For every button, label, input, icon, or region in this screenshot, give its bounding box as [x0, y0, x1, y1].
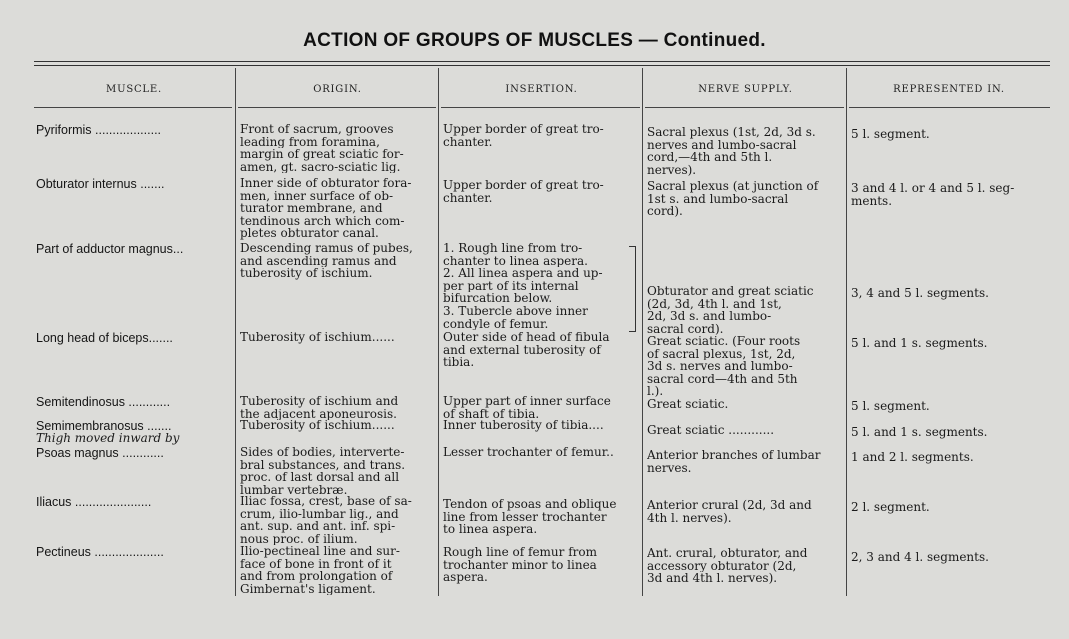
cell-line: Tendon of psoas and oblique: [443, 498, 617, 511]
header-underline: [441, 107, 640, 108]
cell-line: 3, 4 and 5 l. segments.: [851, 287, 989, 300]
cell-line: ments.: [851, 194, 893, 208]
cell-line: nerves and lumbo-sacral: [647, 138, 797, 152]
cell-line: 3d s. nerves and lumbo-: [647, 360, 793, 373]
cell-line: crum, ilio-lumbar lig., and: [240, 507, 399, 521]
insertion-cell: [443, 242, 640, 330]
represented-in-cell: [851, 400, 1047, 413]
insertion-cell: [443, 179, 640, 204]
header-underline: [34, 107, 232, 108]
cell-line: leading from foramina,: [240, 135, 380, 149]
cell-line: 5 l. and 1 s. segments.: [851, 426, 988, 439]
cell-line: 2, 3 and 4 l. segments.: [851, 551, 989, 564]
nerve-supply-cell: [647, 499, 844, 524]
cell-line: Sacral plexus (at junction of: [647, 180, 819, 193]
cell-line: and external tuberosity of: [443, 343, 601, 357]
cell-line: proc. of last dorsal and all: [240, 471, 400, 484]
represented-in-cell: [851, 451, 1047, 464]
insertion-cell: [443, 546, 640, 584]
insertion-cell: [443, 331, 640, 369]
cell-line: Outer side of head of fibula: [443, 331, 610, 344]
nerve-supply-cell: [647, 285, 844, 335]
cell-line: (2d, 3d, 4th l. and 1st,: [647, 297, 782, 311]
cell-line: bifurcation below.: [443, 292, 553, 305]
header-muscle: MUSCLE.: [106, 84, 162, 95]
cell-line: Sides of bodies, interverte-: [240, 446, 405, 459]
cell-line: nous proc. of ilium.: [240, 532, 358, 546]
cell-line: chanter to linea aspera.: [443, 254, 588, 268]
represented-in-cell: [851, 337, 1047, 350]
cell-line: Upper border of great tro-: [443, 179, 604, 192]
cell-line: Great sciatic. (Four roots: [647, 335, 801, 348]
cell-line: 4th l. nerves).: [647, 511, 732, 525]
page-title: ACTION OF GROUPS OF MUSCLES — Continued.: [303, 30, 766, 51]
cell-line: and from prolongation of: [240, 570, 393, 583]
cell-line: condyle of femur.: [443, 317, 549, 331]
cell-line: Inner side of obturator fora-: [240, 177, 412, 190]
cell-line: turator membrane, and: [240, 202, 383, 215]
top-rule-double: [34, 65, 1050, 66]
origin-cell: [240, 545, 435, 595]
cell-line: Sacral plexus (1st, 2d, 3d s.: [647, 126, 816, 139]
represented-in-cell: [851, 501, 1047, 514]
cell-line: Ant. crural, obturator, and: [647, 547, 808, 560]
cell-line: line from lesser trochanter: [443, 510, 607, 524]
muscle-name: Part of adductor magnus...: [36, 242, 184, 256]
cell-line: men, inner surface of ob-: [240, 189, 394, 203]
cell-line: 1 and 2 l. segments.: [851, 451, 974, 464]
insertion-cell: [443, 498, 640, 536]
cell-line: to linea aspera.: [443, 523, 538, 536]
cell-line: 5 l. segment.: [851, 128, 930, 141]
cell-line: pletes obturator canal.: [240, 227, 379, 240]
nerve-supply-cell: [647, 449, 844, 474]
cell-line: Anterior branches of lumbar: [647, 449, 821, 462]
cell-line: 3. Tubercle above inner: [443, 304, 588, 318]
cell-line: Gimbernat's ligament.: [240, 582, 376, 596]
cell-line: Iliac fossa, crest, base of sa-: [240, 495, 412, 508]
cell-line: Tuberosity of ischium......: [240, 419, 395, 432]
origin-cell: [240, 446, 435, 496]
cell-line: 1st s. and lumbo-sacral: [647, 192, 789, 206]
cell-line: Descending ramus of pubes,: [240, 242, 413, 255]
cell-line: Tuberosity of ischium......: [240, 331, 395, 344]
cell-line: Great sciatic.: [647, 398, 729, 411]
column-divider: [235, 68, 236, 596]
cell-line: ant. sup. and ant. inf. spi-: [240, 520, 396, 533]
top-rule: [34, 61, 1050, 62]
cell-line: 2. All linea aspera and up-: [443, 267, 603, 280]
muscle-name: Pectineus ....................: [36, 545, 164, 559]
cell-line: 2 l. segment.: [851, 501, 930, 514]
cell-line: bral substances, and trans.: [240, 458, 406, 472]
cell-line: lumbar vertebræ.: [240, 483, 348, 497]
cell-line: Front of sacrum, grooves: [240, 123, 394, 136]
cell-line: trochanter minor to linea: [443, 558, 597, 572]
origin-cell: [240, 123, 435, 173]
cell-line: Upper border of great tro-: [443, 123, 604, 136]
header-insertion: INSERTION.: [505, 84, 578, 95]
cell-line: chanter.: [443, 135, 493, 149]
cell-line: 2d, 3d s. and lumbo-: [647, 310, 772, 323]
cell-line: 3d and 4th l. nerves).: [647, 572, 778, 585]
nerve-supply-cell: [647, 424, 844, 437]
cell-line: nerves.: [647, 461, 692, 475]
cell-line: accessory obturator (2d,: [647, 559, 797, 573]
represented-in-cell: [851, 182, 1047, 207]
nerve-supply-cell: [647, 547, 844, 585]
cell-line: the adjacent aponeurosis.: [240, 407, 397, 421]
cell-line: nerves).: [647, 163, 697, 177]
origin-cell: [240, 395, 435, 420]
nerve-supply-cell: [647, 335, 844, 398]
represented-in-cell: [851, 128, 1047, 141]
nerve-supply-cell: [647, 180, 844, 218]
cell-line: 5 l. and 1 s. segments.: [851, 337, 988, 350]
header-underline: [849, 107, 1050, 108]
represented-in-cell: [851, 426, 1047, 439]
header-represented-in: REPRESENTED IN.: [893, 84, 1005, 95]
cell-line: face of bone in front of it: [240, 557, 392, 571]
represented-in-cell: [851, 287, 1047, 300]
cell-line: Anterior crural (2d, 3d and: [647, 499, 812, 512]
cell-line: amen, gt. sacro-sciatic lig.: [240, 160, 401, 174]
column-divider: [642, 68, 643, 596]
cell-line: margin of great sciatic for-: [240, 148, 404, 161]
insertion-cell: [443, 123, 640, 148]
cell-line: 3 and 4 l. or 4 and 5 l. seg-: [851, 182, 1015, 195]
column-divider: [846, 68, 847, 596]
cell-line: l.).: [647, 385, 664, 398]
cell-line: Lesser trochanter of femur..: [443, 446, 614, 459]
thigh-note: Thigh moved inward by: [36, 431, 180, 445]
insertion-brace: [629, 246, 636, 332]
origin-cell: [240, 331, 435, 344]
cell-line: Rough line of femur from: [443, 546, 597, 559]
origin-cell: [240, 242, 435, 280]
cell-line: Tuberosity of ischium and: [240, 395, 399, 408]
header-nerve-supply: NERVE SUPPLY.: [698, 84, 793, 95]
cell-line: Inner tuberosity of tibia....: [443, 419, 604, 432]
cell-line: tibia.: [443, 356, 475, 369]
muscle-name: Semimembranosus .......: [36, 419, 172, 433]
cell-line: sacral cord—4th and 5th: [647, 372, 798, 386]
muscle-name: Iliacus ......................: [36, 495, 152, 509]
cell-line: aspera.: [443, 571, 488, 584]
cell-line: tendinous arch which com-: [240, 214, 405, 228]
cell-line: chanter.: [443, 191, 493, 205]
column-divider: [438, 68, 439, 596]
muscle-name: Long head of biceps.......: [36, 331, 173, 345]
cell-line: and ascending ramus and: [240, 254, 397, 268]
cell-line: of shaft of tibia.: [443, 407, 540, 421]
cell-line: per part of its internal: [443, 279, 579, 293]
header-underline: [238, 107, 436, 108]
muscle-name: Pyriformis ...................: [36, 123, 162, 137]
nerve-supply-cell: [647, 126, 844, 176]
origin-cell: [240, 495, 435, 545]
cell-line: 1. Rough line from tro-: [443, 242, 583, 255]
cell-line: cord).: [647, 205, 683, 218]
insertion-cell: [443, 395, 640, 420]
cell-line: Upper part of inner surface: [443, 395, 611, 408]
insertion-cell: [443, 446, 640, 459]
cell-line: Great sciatic ............: [647, 424, 775, 437]
cell-line: tuberosity of ischium.: [240, 267, 373, 280]
muscle-name: Psoas magnus ............: [36, 446, 164, 460]
cell-line: Ilio-pectineal line and sur-: [240, 545, 400, 558]
muscle-name: Semitendinosus ............: [36, 395, 171, 409]
muscle-name: Obturator internus .......: [36, 177, 165, 191]
cell-line: sacral cord).: [647, 322, 724, 336]
header-origin: ORIGIN.: [313, 84, 362, 95]
cell-line: Obturator and great sciatic: [647, 285, 814, 298]
represented-in-cell: [851, 551, 1047, 564]
cell-line: cord,—4th and 5th l.: [647, 151, 773, 164]
header-underline: [645, 107, 844, 108]
origin-cell: [240, 177, 435, 240]
cell-line: of sacral plexus, 1st, 2d,: [647, 347, 796, 361]
cell-line: 5 l. segment.: [851, 400, 930, 413]
nerve-supply-cell: [647, 398, 844, 411]
origin-cell: [240, 419, 435, 432]
insertion-cell: [443, 419, 640, 432]
